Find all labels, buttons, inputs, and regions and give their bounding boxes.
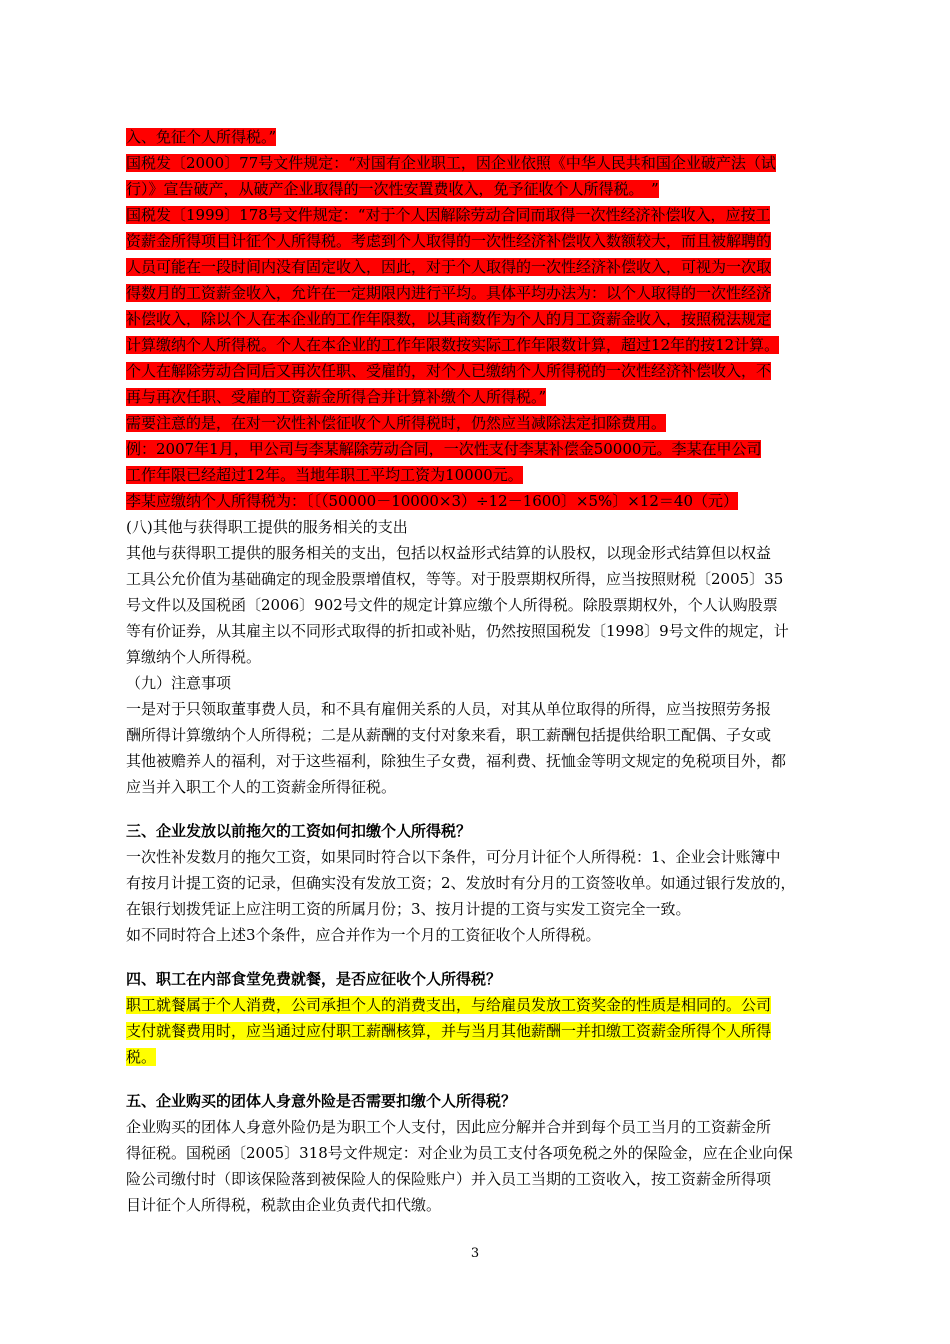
paragraph-line: 在银行划拨凭证上应注明工资的所属月份；3、按月计提的工资与实发工资完全一致。 xyxy=(126,900,691,918)
paragraph-line: 计算缴纳个人所得税。个人在本企业的工作年限数按实际工作年限数计算，超过12年的按12计算。 xyxy=(126,336,780,354)
paragraph-line: 企业购买的团体人身意外险仍是为职工个人支付，因此应分解并合并到每个员工当月的工资薪金所 xyxy=(126,1118,772,1136)
section-3 xyxy=(126,818,840,948)
paragraph-line: 号文件以及国税函〔2006〕902号文件的规定计算应缴个人所得税。除股票期权外，个人认购股票 xyxy=(126,596,778,614)
paragraph-line: 国税发〔2000〕77号文件规定：“对国有企业职工，因企业依照《中华人民共和国企业破产法（试 xyxy=(126,154,776,172)
paragraph-line: 人员可能在一段时间内没有固定收入，因此，对于个人取得的一次性经济补偿收入，可视为一次取 xyxy=(126,258,772,276)
section-title: （九）注意事项 xyxy=(126,674,232,692)
section-title: (八)其他与获得职工提供的服务相关的支出 xyxy=(126,518,408,536)
paragraph-line: 支付就餐费用时，应当通过应付职工薪酬核算，并与当月其他薪酬一并扣缴工资薪金所得个人所得 xyxy=(126,1022,772,1040)
paragraph-line: 个人在解除劳动合同后又再次任职、受雇的，对个人已缴纳个人所得税的一次性经济补偿收入，不 xyxy=(126,362,772,380)
paragraph-line: 入、免征个人所得税。” xyxy=(126,128,277,146)
paragraph-line: 国税发〔1999〕178号文件规定：“对于个人因解除劳动合同而取得一次性经济补偿收入，应按工 xyxy=(126,206,771,224)
paragraph-line: 目计征个人所得税，税款由企业负责代扣代缴。 xyxy=(126,1196,442,1214)
paragraph-line: 其他与获得职工提供的服务相关的支出，包括以权益形式结算的认股权，以现金形式结算但以权益 xyxy=(126,544,772,562)
paragraph-line: 例：2007年1月，甲公司与李某解除劳动合同，一次性支付李某补偿金50000元。李某在甲公司 xyxy=(126,440,762,458)
paragraph-line: 算缴纳个人所得税。 xyxy=(126,648,262,666)
document-body xyxy=(126,124,840,1218)
section-heading: 四、职工在内部食堂免费就餐，是否应征收个人所得税？ xyxy=(126,970,502,988)
yellow-highlight-block xyxy=(126,992,840,1070)
paragraph-line: 资薪金所得项目计征个人所得税。考虑到个人取得的一次性经济补偿收入数额较大，而且被解聘的 xyxy=(126,232,772,250)
paragraph-line: 其他被赡养人的福利，对于这些福利，除独生子女费，福利费、抚恤金等明文规定的免税项目外，都 xyxy=(126,752,787,770)
section-4 xyxy=(126,966,840,1070)
paragraph-line: 等有价证券，从其雇主以不同形式取得的折扣或补贴，仍然按照国税发〔1998〕9号文件的规定，计 xyxy=(126,622,789,640)
section-5 xyxy=(126,1088,840,1218)
section-8 xyxy=(126,514,840,670)
paragraph-line: 一次性补发数月的拖欠工资，如果同时符合以下条件，可分月计征个人所得税：1、企业会计账簿中 xyxy=(126,848,781,866)
paragraph-line: 行）》宣告破产，从破产企业取得的一次性安置费收入，免予征收个人所得税。 ” xyxy=(126,180,659,198)
section-heading: 五、企业购买的团体人身意外险是否需要扣缴个人所得税？ xyxy=(126,1092,517,1110)
paragraph-line: 工作年限已经超过12年。当地年职工平均工资为10000元。 xyxy=(126,466,523,484)
paragraph-line: 李某应缴纳个人所得税为：〔〔（50000－10000×3）÷12－1600〕×5%〕×12＝40（元） xyxy=(126,492,738,510)
paragraph-line: 得数月的工资薪金收入，允许在一定期限内进行平均。具体平均办法为：以个人取得的一次性经济 xyxy=(126,284,772,302)
paragraph-line: 再与再次任职、受雇的工资薪金所得合并计算补缴个人所得税。” xyxy=(126,388,547,406)
paragraph-line: 得征税。国税函〔2005〕318号文件规定：对企业为员工支付各项免税之外的保险金，应在企业向保 xyxy=(126,1144,793,1162)
paragraph-line: 有按月计提工资的记录，但确实没有发放工资；2、发放时有分月的工资签收单。如通过银行发放的， xyxy=(126,874,796,892)
paragraph-line: 如不同时符合上述3个条件，应合并作为一个月的工资征收个人所得税。 xyxy=(126,926,601,944)
paragraph-line: 酬所得计算缴纳个人所得税；二是从薪酬的支付对象来看，职工薪酬包括提供给职工配偶、子女或 xyxy=(126,726,772,744)
paragraph-line: 补偿收入，除以个人在本企业的工作年限数，以其商数作为个人的月工资薪金收入，按照税法规定 xyxy=(126,310,772,328)
paragraph-line: 工具公允价值为基础确定的现金股票增值权，等等。对于股票期权所得，应当按照财税〔2005〕35 xyxy=(126,570,784,588)
page-number: 3 xyxy=(470,1246,480,1261)
paragraph-line: 税。 xyxy=(126,1048,157,1066)
paragraph-line: 职工就餐属于个人消费，公司承担个人的消费支出，与给雇员发放工资奖金的性质是相同的。公司 xyxy=(126,996,772,1014)
paragraph-line: 需要注意的是，在对一次性补偿征收个人所得税时，仍然应当减除法定扣除费用。 xyxy=(126,414,667,432)
section-heading: 三、企业发放以前拖欠的工资如何扣缴个人所得税？ xyxy=(126,822,472,840)
section-9 xyxy=(126,670,840,800)
red-highlight-section xyxy=(126,124,840,514)
paragraph-line: 应当并入职工个人的工资薪金所得征税。 xyxy=(126,778,397,796)
paragraph-line: 险公司缴付时（即该保险落到被保险人的保险账户）并入员工当期的工资收入，按工资薪金所得项 xyxy=(126,1170,772,1188)
paragraph-line: 一是对于只领取董事费人员，和不具有雇佣关系的人员，对其从单位取得的所得，应当按照劳务报 xyxy=(126,700,772,718)
